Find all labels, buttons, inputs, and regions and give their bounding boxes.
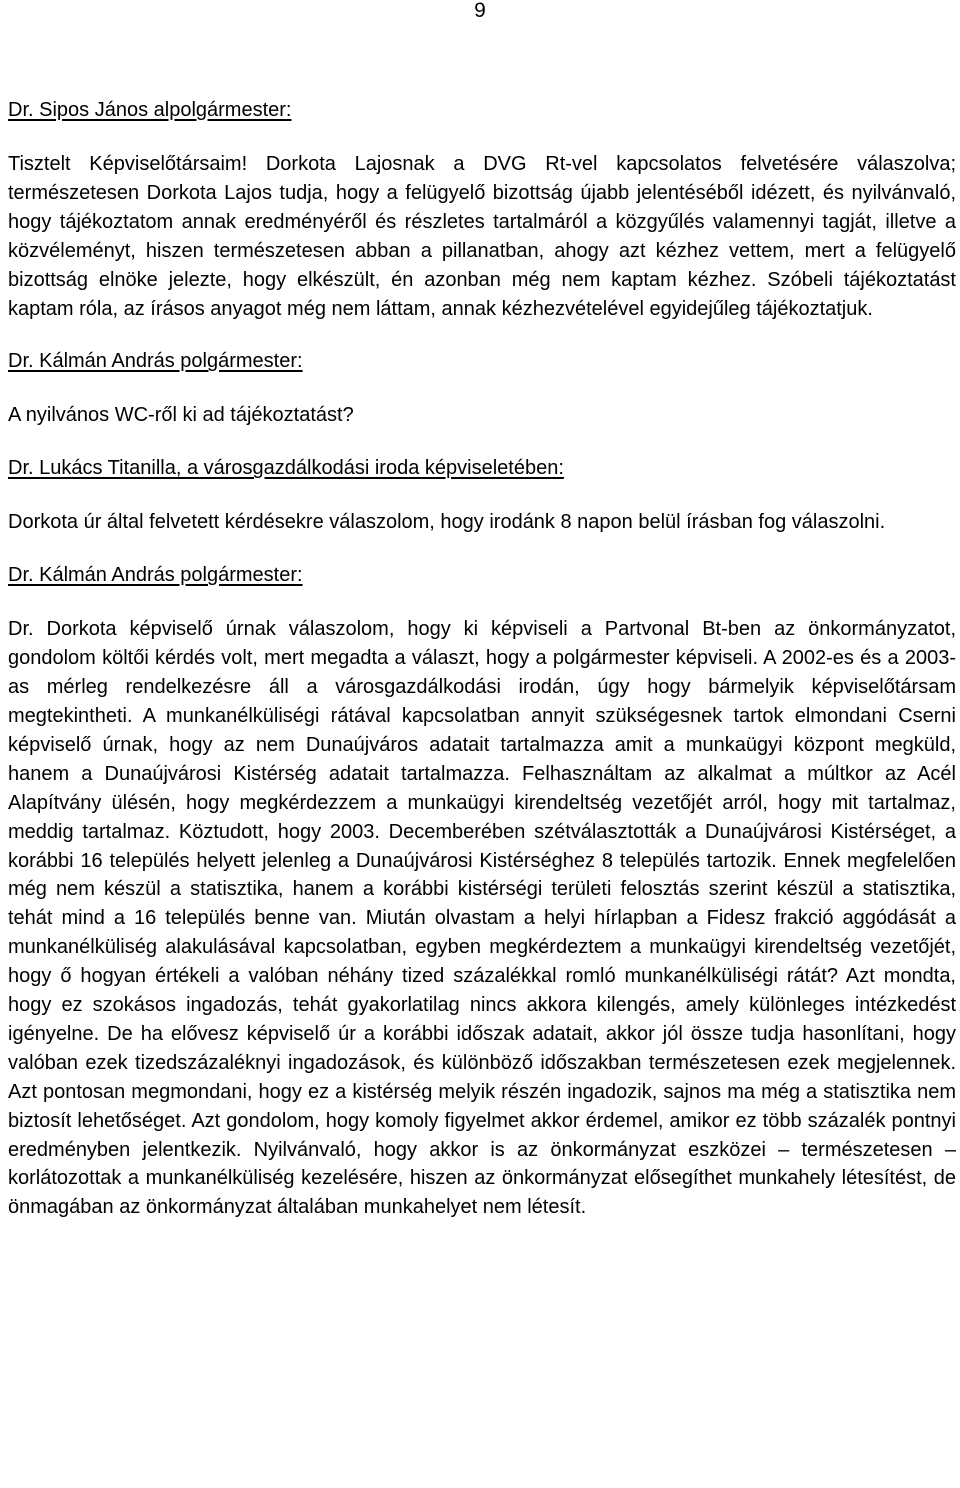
speaker-heading: Dr. Kálmán András polgármester: — [8, 350, 303, 373]
speech-paragraph: Tisztelt Képviselőtársaim! Dorkota Lajosnak a DVG Rt-vel kapcsolatos felvetésére válaszolva; természetesen Dorkota Lajos tudja, hogy a felügyelő bizottság újabb jelentéséből idézett, és nyilvánvaló, hogy tájékoztatom annak eredményéről és részletes tartalmáról a közgyűlés valamennyi tagját, illetve a közvéleményt, hiszen természetesen abban a pillanatban, ahogy azt kézhez vettem, mert a felügyelő bizottság elnöke jelezte, hogy elkészült, én azonban még nem kaptam kézhez. Szóbeli tájékoztatást kaptam róla, az írásos anyagot még nem láttam, annak kézhezvételével egyidejűleg tájékoztatjuk. — [8, 153, 956, 320]
speech-paragraph: Dorkota úr által felvetett kérdésekre válaszolom, hogy irodánk 8 napon belül írásban fog válaszolni. — [8, 511, 886, 534]
speech-paragraph: Dr. Dorkota képviselő úrnak válaszolom, hogy ki képviseli a Partvonal Bt-ben az önkormányzatot, gondolom költői kérdés volt, mert megadta a választ, hogy a polgármester képviseli. A 2002-es és a 2003-as mérleg rendelkezésre áll a városgazdálkodási irodán, úgy hogy bármelyik képviselőtársam megtekintheti. A munkanélküliségi rátával kapcsolatban annyit szükségesnek tartok elmondani Cserni képviselő úrnak, hogy az nem Dunaújváros adatait tartalmazza amit a munkaügyi központ megküld, hanem a Dunaújvárosi Kistérség adatait tartalmazza. Felhasználtam az alkalmat a múltkor az Acél Alapítvány ülésén, hogy megkérdezzem a munkaügyi kirendeltség vezetőjét arról, hogy mit tartalmaz, meddig tartalmaz. Köztudott, hogy 2003. Decemberében szétválasztották a Dunaújvárosi Kistérséget, a korábbi 16 település helyett jelenleg a Dunaújvárosi Kistérséghez 8 település tartozik. Ennek megfelelően még nem készül a statisztika, hanem a korábbi kistérségi területi felosztás szerint készül a statisztika, tehát mind a 16 település benne van. Miután olvastam a helyi hírlapban a Fidesz frakció aggódását a munkanélküliség alakulásával kapcsolatban, egyben megkérdeztem a munkaügyi kirendeltség vezetőjét, hogy ő hogyan értékeli a valóban néhány tized százalékkal romló munkanélküliségi rátát? Azt mondta, hogy ez szokásos ingadozás, tehát gyakorlatilag nincs akkora kilengés, amely különleges intézkedést igényelne. De ha elővesz képviselő úr a korábbi időszak adatait, akkor jól össze tudja hasonlítani, hogy valóban ezek tizedszázaléknyi ingadozások, és különböző időszakban természetesen ezek megjelennek. Azt pontosan megmondani, hogy ez a kistérség melyik részén ingadozik, sajnos ma még a statisztika nem biztosít lehetőséget. Azt gondolom, hogy komoly figyelmet akkor érdemel, amikor ez több százalék pontnyi eredményben jelentkezik. Nyilvánvaló, hogy akkor is az önkormányzat eszközei – természetesen – korlátozottak a munkanélküliség kezelésére, hiszen az önkormányzat elősegíthet munkahely létesítést, de önmagában az önkormányzat általában munkahelyet nem létesít. — [8, 618, 956, 1219]
speech-paragraph: A nyilvános WC-ről ki ad tájékoztatást? — [8, 404, 354, 427]
page-number: 9 — [474, 0, 486, 22]
speaker-heading: Dr. Sipos János alpolgármester: — [8, 99, 292, 121]
document-body — [8, 95, 956, 1222]
speaker-heading: Dr. Lukács Titanilla, a városgazdálkodási iroda képviseletében: — [8, 457, 564, 480]
speaker-heading: Dr. Kálmán András polgármester: — [8, 564, 303, 587]
